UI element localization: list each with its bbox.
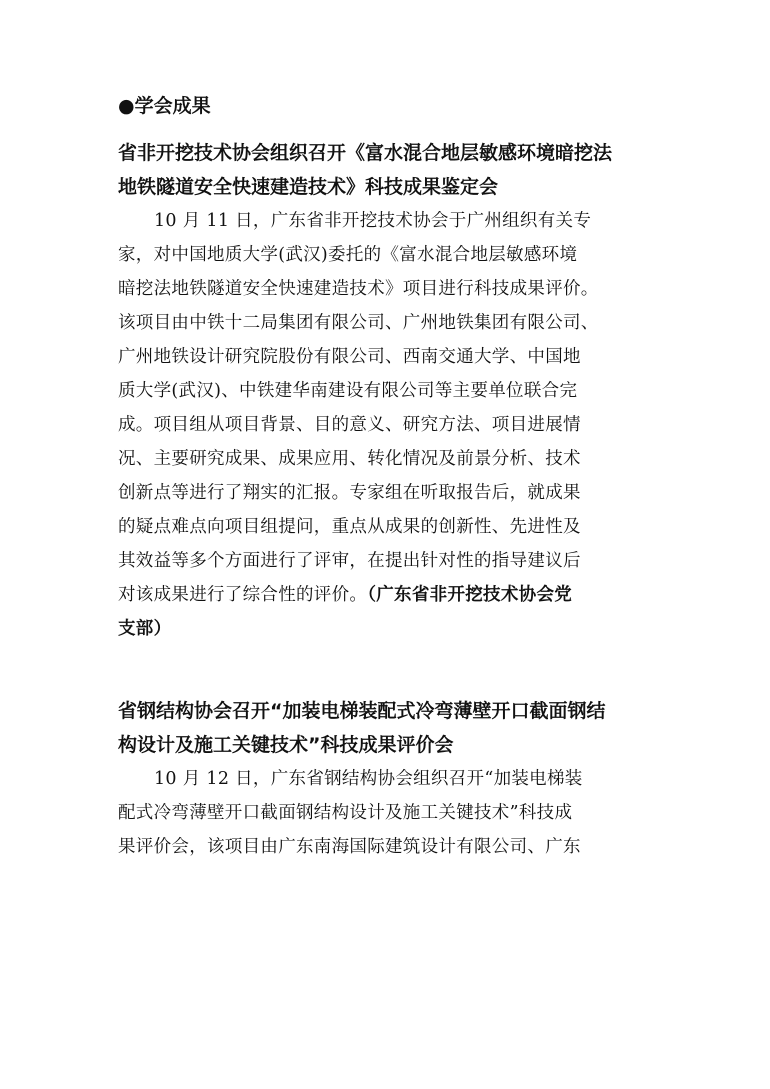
article-2-body-line: 果评价会，该项目由广东南海国际建筑设计有限公司、广东 (118, 837, 581, 857)
article-1 (118, 136, 658, 646)
article-1-body-line: 况、主要研究成果、成果应用、转化情况及前景分析、技术 (118, 449, 581, 469)
article-2-body-line: 10 月 12 日，广东省钢结构协会组织召开“加装电梯装 (154, 769, 583, 789)
section-heading: ●学会成果 (118, 95, 211, 117)
article-1-title-line: 地铁隧道安全快速建造技术》科技成果鉴定会 (118, 176, 499, 198)
article-1-source-note: （广东省非开挖技术协会党 (367, 585, 573, 605)
article-1-body-line: 成。项目组从项目背景、目的意义、研究方法、项目进展情 (118, 415, 581, 435)
document-page (118, 92, 658, 864)
article-1-body-line: 创新点等进行了翔实的汇报。专家组在听取报告后，就成果 (118, 483, 581, 503)
article-2 (118, 694, 658, 864)
article-1-body-line: 该项目由中铁十二局集团有限公司、广州地铁集团有限公司、 (118, 313, 599, 333)
article-2-body-line: 配式冷弯薄壁开口截面钢结构设计及施工关键技术”科技成 (118, 803, 573, 823)
article-1-body-line: 家，对中国地质大学(武汉)委托的《富水混合地层敏感环境 (118, 245, 578, 265)
article-1-body-last-text: 对该成果进行了综合性的评价。 (118, 585, 368, 605)
article-1-body-line: 10 月 11 日，广东省非开挖技术协会于广州组织有关专 (154, 211, 592, 231)
article-separator (118, 646, 658, 694)
article-2-body (118, 762, 658, 864)
article-1-body-line: 广州地铁设计研究院股份有限公司、西南交通大学、中国地 (118, 347, 581, 367)
article-1-title-line: 省非开挖技术协会组织召开《富水混合地层敏感环境暗挖法 (118, 142, 613, 164)
article-1-body-line: 质大学(武汉)、中铁建华南建设有限公司等主要单位联合完 (118, 381, 578, 401)
article-2-title-line: 省钢结构协会召开“加装电梯装配式冷弯薄壁开口截面钢结 (118, 700, 606, 722)
article-1-body-line: 暗挖法地铁隧道安全快速建造技术》项目进行科技成果评价。 (118, 279, 599, 299)
article-1-title (118, 136, 658, 204)
article-1-body-line: 的疑点难点向项目组提问，重点从成果的创新性、先进性及 (118, 517, 581, 537)
article-1-body (118, 204, 658, 646)
article-2-title-line: 构设计及施工关键技术”科技成果评价会 (118, 734, 454, 756)
article-1-body-line: 其效益等多个方面进行了评审，在提出针对性的指导建议后 (118, 551, 581, 571)
article-1-source-note-end: 支部） (118, 619, 172, 639)
article-2-title (118, 694, 658, 762)
article-1-body-last-line (118, 578, 658, 612)
